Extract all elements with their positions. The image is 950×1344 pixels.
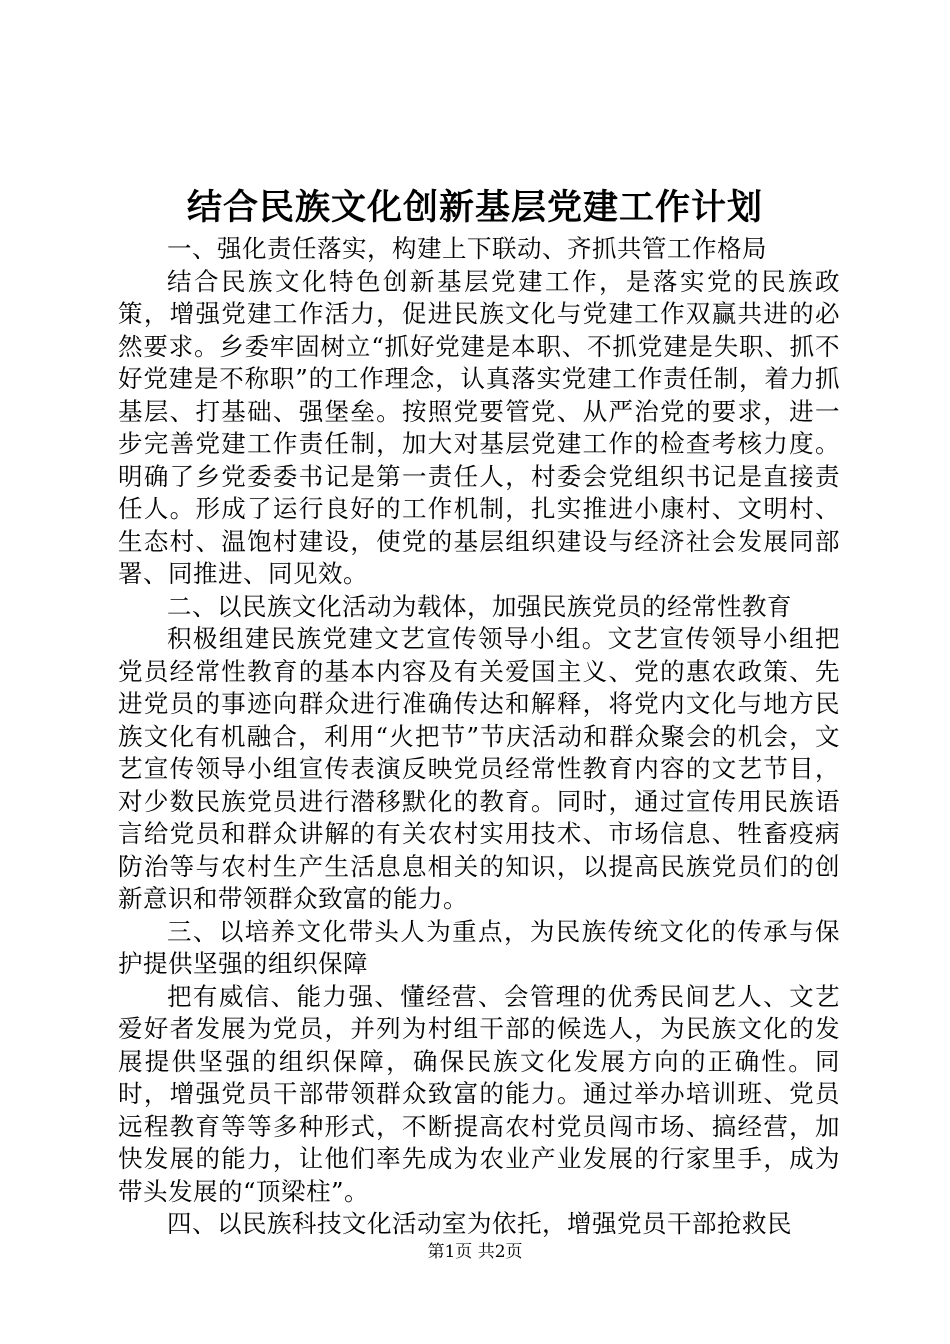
document-body <box>118 233 840 1241</box>
paragraph-3: 把有威信、能力强、懂经营、会管理的优秀民间艺人、文艺爱好者发展为党员，并列为村组干部的候选人，为民族文化的发展提供坚强的组织保障，确保民族文化发展方向的正确性。同时，增强党员干部带领群众致富的能力。通过举办培训班、党员远程教育等等多种形式，不断提高农村党员闯市场、搞经营，加快发展的能力，让他们率先成为农业产业发展的行家里手，成为带头发展的“顶梁柱”。 <box>118 981 840 1206</box>
section-heading-3: 三、以培养文化带头人为重点，为民族传统文化的传承与保护提供坚强的组织保障 <box>118 916 840 978</box>
page-number-footer: 第1页 共2页 <box>427 1242 523 1262</box>
section-heading-2: 二、以民族文化活动为载体，加强民族党员的经常性教育 <box>167 591 792 621</box>
section-heading-4: 四、以民族科技文化活动室为依托，增强党员干部抢救民 <box>167 1209 792 1238</box>
paragraph-1: 结合民族文化特色创新基层党建工作，是落实党的民族政策，增强党建工作活力，促进民族文化与党建工作双赢共进的必然要求。乡委牢固树立“抓好党建是本职、不抓党建是失职、抓不好党建是不称职”的工作理念，认真落实党建工作责任制，着力抓基层、打基础、强堡垒。按照党要管党、从严治党的要求，进一步完善党建工作责任制，加大对基层党建工作的检查考核力度。明确了乡党委委书记是第一责任人，村委会党组织书记是直接责任人。形成了运行良好的工作机制，扎实推进小康村、文明村、生态村、温饱村建设，使党的基层组织建设与经济社会发展同部署、同推进、同见效。 <box>118 266 840 588</box>
section-heading-1: 一、强化责任落实，构建上下联动、齐抓共管工作格局 <box>167 234 767 263</box>
document-title: 结合民族文化创新基层党建工作计划 <box>186 187 763 228</box>
paragraph-2: 积极组建民族党建文艺宣传领导小组。文艺宣传领导小组把党员经常性教育的基本内容及有关爱国主义、党的惠农政策、先进党员的事迹向群众进行准确传达和解释，将党内文化与地方民族文化有机融合，利用“火把节”节庆活动和群众聚会的机会，文艺宣传领导小组宣传表演反映党员经常性教育内容的文艺节目，对少数民族党员进行潜移默化的教育。同时，通过宣传用民族语言给党员和群众讲解的有关农村实用技术、市场信息、牲畜疫病防治等与农村生产生活息息相关的知识，以提高民族党员们的创新意识和带领群众致富的能力。 <box>118 624 840 913</box>
